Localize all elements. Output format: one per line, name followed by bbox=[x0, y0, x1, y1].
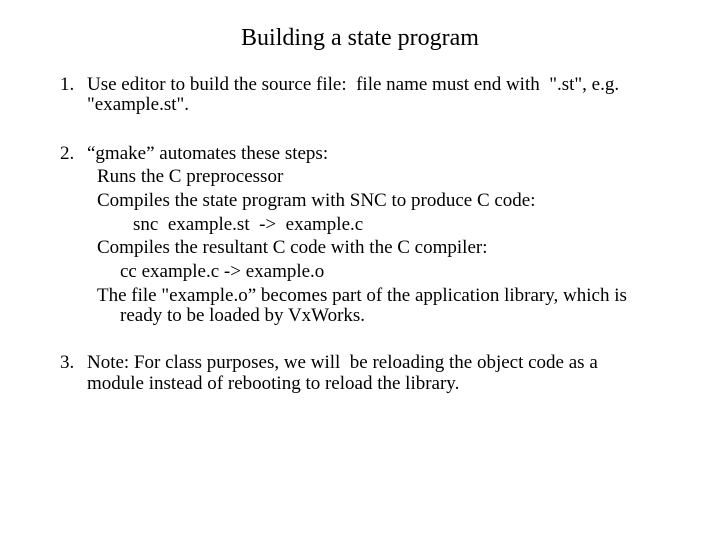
item-3-number: 3. bbox=[60, 352, 75, 373]
item-2-step-4-line-1: The file "example.o” becomes part of the application library, which is bbox=[97, 285, 627, 306]
item-3-line-1: Note: For class purposes, we will be reloading the object code as a bbox=[87, 352, 598, 373]
item-2-step-3: Compiles the resultant C code with the C compiler: bbox=[97, 237, 488, 258]
item-1-line-1: Use editor to build the source file: file name must end with ".st", e.g. bbox=[87, 74, 620, 95]
item-2-step-2: Compiles the state program with SNC to produce C code: bbox=[97, 190, 536, 211]
item-2-line-1: “gmake” automates these steps: bbox=[87, 143, 329, 164]
item-2-step-3-command: cc example.c -> example.o bbox=[120, 261, 325, 282]
item-2-step-4-line-2: ready to be loaded by VxWorks. bbox=[120, 305, 366, 326]
item-2-number: 2. bbox=[60, 143, 75, 164]
slide-title: Building a state program bbox=[241, 25, 479, 51]
item-3-line-2: module instead of rebooting to reload the library. bbox=[87, 373, 460, 394]
item-2-step-1: Runs the C preprocessor bbox=[97, 166, 284, 187]
item-1-number: 1. bbox=[60, 74, 75, 95]
item-1-line-2: "example.st". bbox=[87, 94, 190, 115]
item-2-step-2-command: snc example.st -> example.c bbox=[133, 214, 364, 235]
